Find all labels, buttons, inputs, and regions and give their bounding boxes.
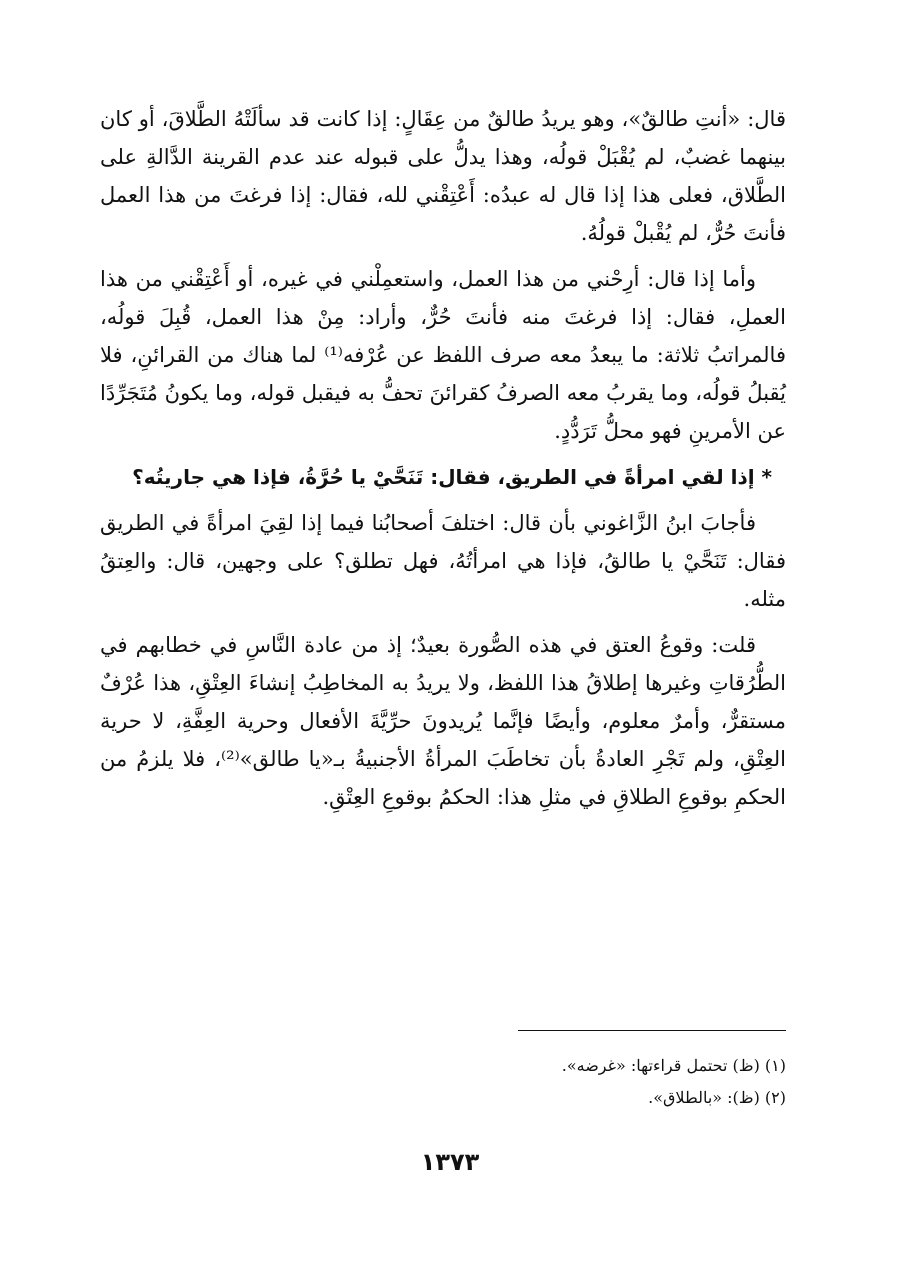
paragraph-2: وأما إذا قال: أرِحْني من هذا العمل، واستعمِلْني في غيره، أو أَعْتِقْني من هذا العملِ، فقال: إذا فرغتَ منه فأنتَ حُرٌّ، وأراد: مِنْ هذا العمل، قُبِلَ قولُه، فالمراتبُ ثلاثة: ما يبعدُ معه صرف اللفظ عن عُرْفه⁽¹⁾ لما هناك من القرائنِ، فلا يُقبلُ قولُه، وما يقربُ معه الصرفُ كقرائنَ تحفُّ به فيقبل قوله، وما يكونُ مُتَجَرِّدًا عن الأمرينِ فهو محلُّ تَرَدُّدٍ. — [100, 267, 786, 443]
footnote-divider — [518, 1030, 786, 1031]
footnote-1: (١) (ظ) تحتمل قراءتها: «غرضه». — [561, 1056, 786, 1075]
footnote-2: (٢) (ظ): «بالطلاق». — [648, 1088, 786, 1107]
paragraph-1: قال: «أنتِ طالقٌ»، وهو يريدُ طالقٌ من عِقَالٍ: إذا كانت قد سألَتْهُ الطَّلاقَ، أو كان بينهما غضبٌ، لم يُقْبَلْ قولُه، وهذا يدلُّ على قبوله عند عدم القرينة الدَّالةِ على الطَّلاق، فعلى هذا إذا قال له عبدُه: أَعْتِقْني لله، فقال: إذا فرغتَ من هذا العمل فأنتَ حُرٌّ، لم يُقْبلْ قولُهُ. — [100, 107, 786, 245]
paragraph-4: قلت: وقوعُ العتق في هذه الصُّورة بعيدٌ؛ إذ من عادة النَّاسِ في خطابهم في الطُّرُقاتِ وغيرها إطلاقُ هذا اللفظ، ولا يريدُ به المخاطِبُ إنشاءَ العِتْقِ، هذا عُرْفٌ مستقرٌّ، وأمرٌ معلوم، وأيضًا فإنَّما يُريدونَ حرِّيَّةَ الأفعال وحرية العِفَّةِ، لا حرية العِتْقِ، ولم تَجْرِ العادةُ بأن تخاطَبَ المرأةُ الأجنبيةُ بـ«يا طالق»⁽²⁾، فلا يلزمُ من الحكمِ بوقوعِ الطلاقِ في مثلِ هذا: الحكمُ بوقوعِ العِتْقِ. — [100, 633, 786, 809]
paragraph-3: فأجابَ ابنُ الزَّاغوني بأن قال: اختلفَ أصحابُنا فيما إذا لقِيَ امرأةً في الطريق فقال: تَنَحَّيْ يا طالقُ، فإذا هي امرأتُهُ، فهل تطلق؟ على وجهين، قال: والعِتقُ مثله. — [100, 511, 786, 611]
page-number: ١٣٧٣ — [420, 1148, 480, 1176]
main-text — [100, 100, 786, 824]
section-heading: * إذا لقي امرأةً في الطريق، فقال: تَنَحَّيْ يا حُرَّةُ، فإذا هي جاريتُه؟ — [132, 465, 772, 489]
footnotes — [100, 1050, 786, 1114]
